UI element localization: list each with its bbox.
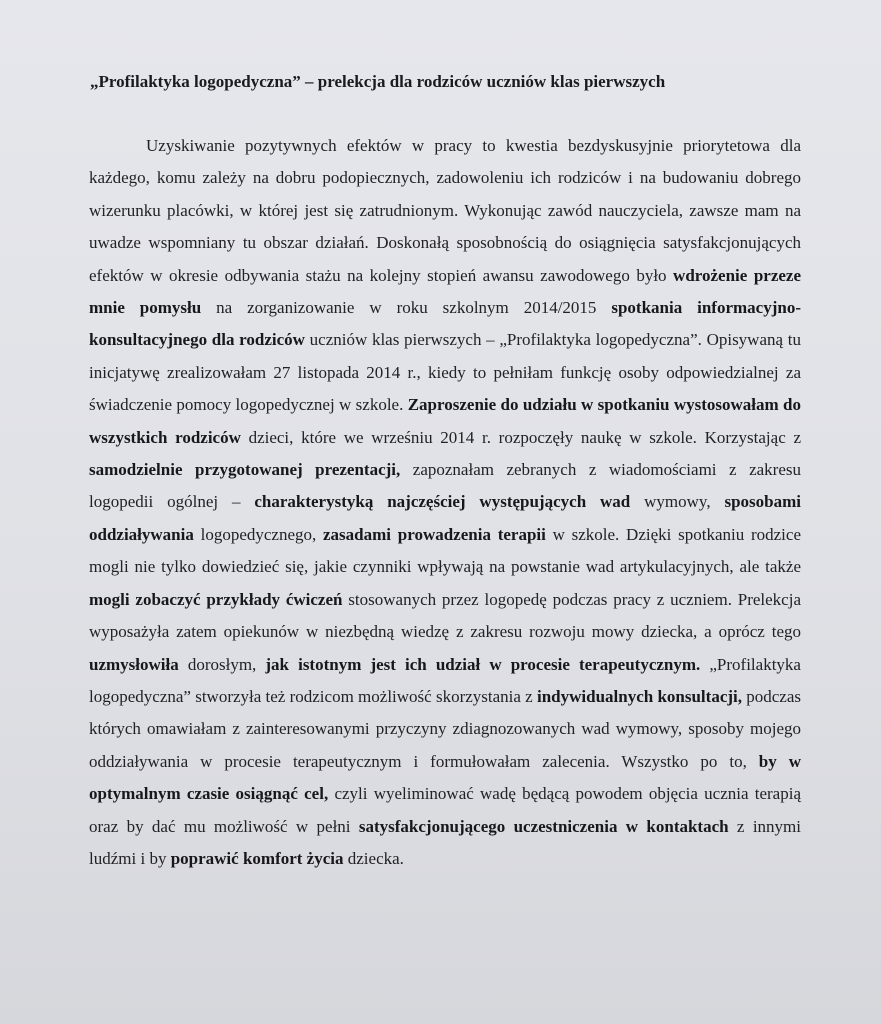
text-run: logopedycznego, — [193, 524, 324, 544]
body-paragraph — [89, 130, 801, 875]
bold-run: satysfakcjonującego uczestniczenia w kontaktach — [358, 816, 729, 836]
text-run: w szkole. Dzięki spotkaniu rodzice mogli nie tylko dowiedzieć się, jakie czynniki wpływają na powstanie wad artykulacyjnych, ale także — [89, 524, 801, 577]
bold-run: spotkania informacyjno-konsultacyjnego dla rodziców — [89, 298, 802, 350]
text-run: „Profilaktyka logopedyczna” stworzyła też rodzicom możliwość skorzystania z — [89, 654, 801, 706]
text-run: wymowy, — [630, 492, 725, 512]
text-run: czyli wyeliminować wadę będącą powodem objęcia ucznia terapią oraz by dać mu możliwość w pełni — [89, 784, 801, 836]
text-run: na zorganizowanie w roku szkolnym 2014/2015 — [201, 298, 612, 318]
bold-run: Zaproszenie do udziału w spotkaniu wystosowałam do wszystkich rodziców — [89, 395, 801, 447]
text-run: zapoznałam zebranych z wiadomościami z zakresu logopedii ogólnej – — [89, 460, 801, 512]
document-title: „Profilaktyka logopedyczna” – prelekcja dla rodziców uczniów klas pierwszych — [90, 72, 666, 91]
bold-run: indywidualnych konsultacji, — [536, 686, 742, 706]
bold-run: mogli zobaczyć przykłady ćwiczeń — [89, 589, 343, 609]
bold-run: zasadami prowadzenia terapii — [323, 524, 546, 544]
text-run: dzieci, które we wrześniu 2014 r. rozpoczęły naukę w szkole. Korzystając z — [240, 427, 801, 447]
text-run: podczas których omawiałam z zainteresowanymi przyczyny zdiagnozowanych wad wymowy, sposoby mojego oddziaływania w procesie terapeutycznym i formułowałam zalecenia. Wszystko po to, — [89, 686, 802, 771]
text-run: Uzyskiwanie pozytywnych efektów w pracy to kwestia bezdyskusyjnie priorytetowa dla każdego, komu zależy na dobru podopiecznych, zadowoleniu ich rodziców i na budowaniu dobrego wizerunku placówki, w której jest się zatrudnionym. Wykonując zawód nauczyciela, zawsze mam na uwadze wspomniany tu obszar działań. Doskonałą sposobnością do osiągnięcia satysfakcjonujących efektów w okresie odbywania stażu na kolejny stopień awansu zawodowego było — [89, 136, 801, 285]
bold-run: wdrożenie przeze mnie pomysłu — [89, 265, 801, 318]
bold-run: by w optymalnym czasie osiągnąć cel, — [89, 751, 801, 804]
text-run: stosowanych przez logopedę podczas pracy z uczniem. Prelekcja wyposażyła zatem opiekunów w niezbędną wiedzę z zakresu rozwoju mowy dziecka, a oprócz tego — [89, 589, 801, 642]
bold-run: jak istotnym jest ich udział w procesie terapeutycznym. — [265, 654, 701, 674]
bold-run: charakterystyką najczęściej występujących wad — [254, 492, 631, 512]
bold-run: poprawić komfort życia — [170, 848, 344, 868]
text-run: dorosłym, — [178, 654, 266, 674]
bold-run: samodzielnie przygotowanej prezentacji, — [89, 460, 401, 480]
bold-run: uzmysłowiła — [89, 654, 179, 674]
text-run: dziecka. — [343, 848, 404, 868]
text-run: z innymi ludźmi i by — [89, 816, 801, 868]
text-run: uczniów klas pierwszych – „Profilaktyka logopedyczna”. Opisywaną tu inicjatywę zrealizowałam 27 listopada 2014 r., kiedy to pełniłam funkcję osoby odpowiedzialnej za świadczenie pomocy logopedycznej w szkole. — [89, 330, 801, 415]
bold-run: sposobami oddziaływania — [89, 492, 801, 544]
